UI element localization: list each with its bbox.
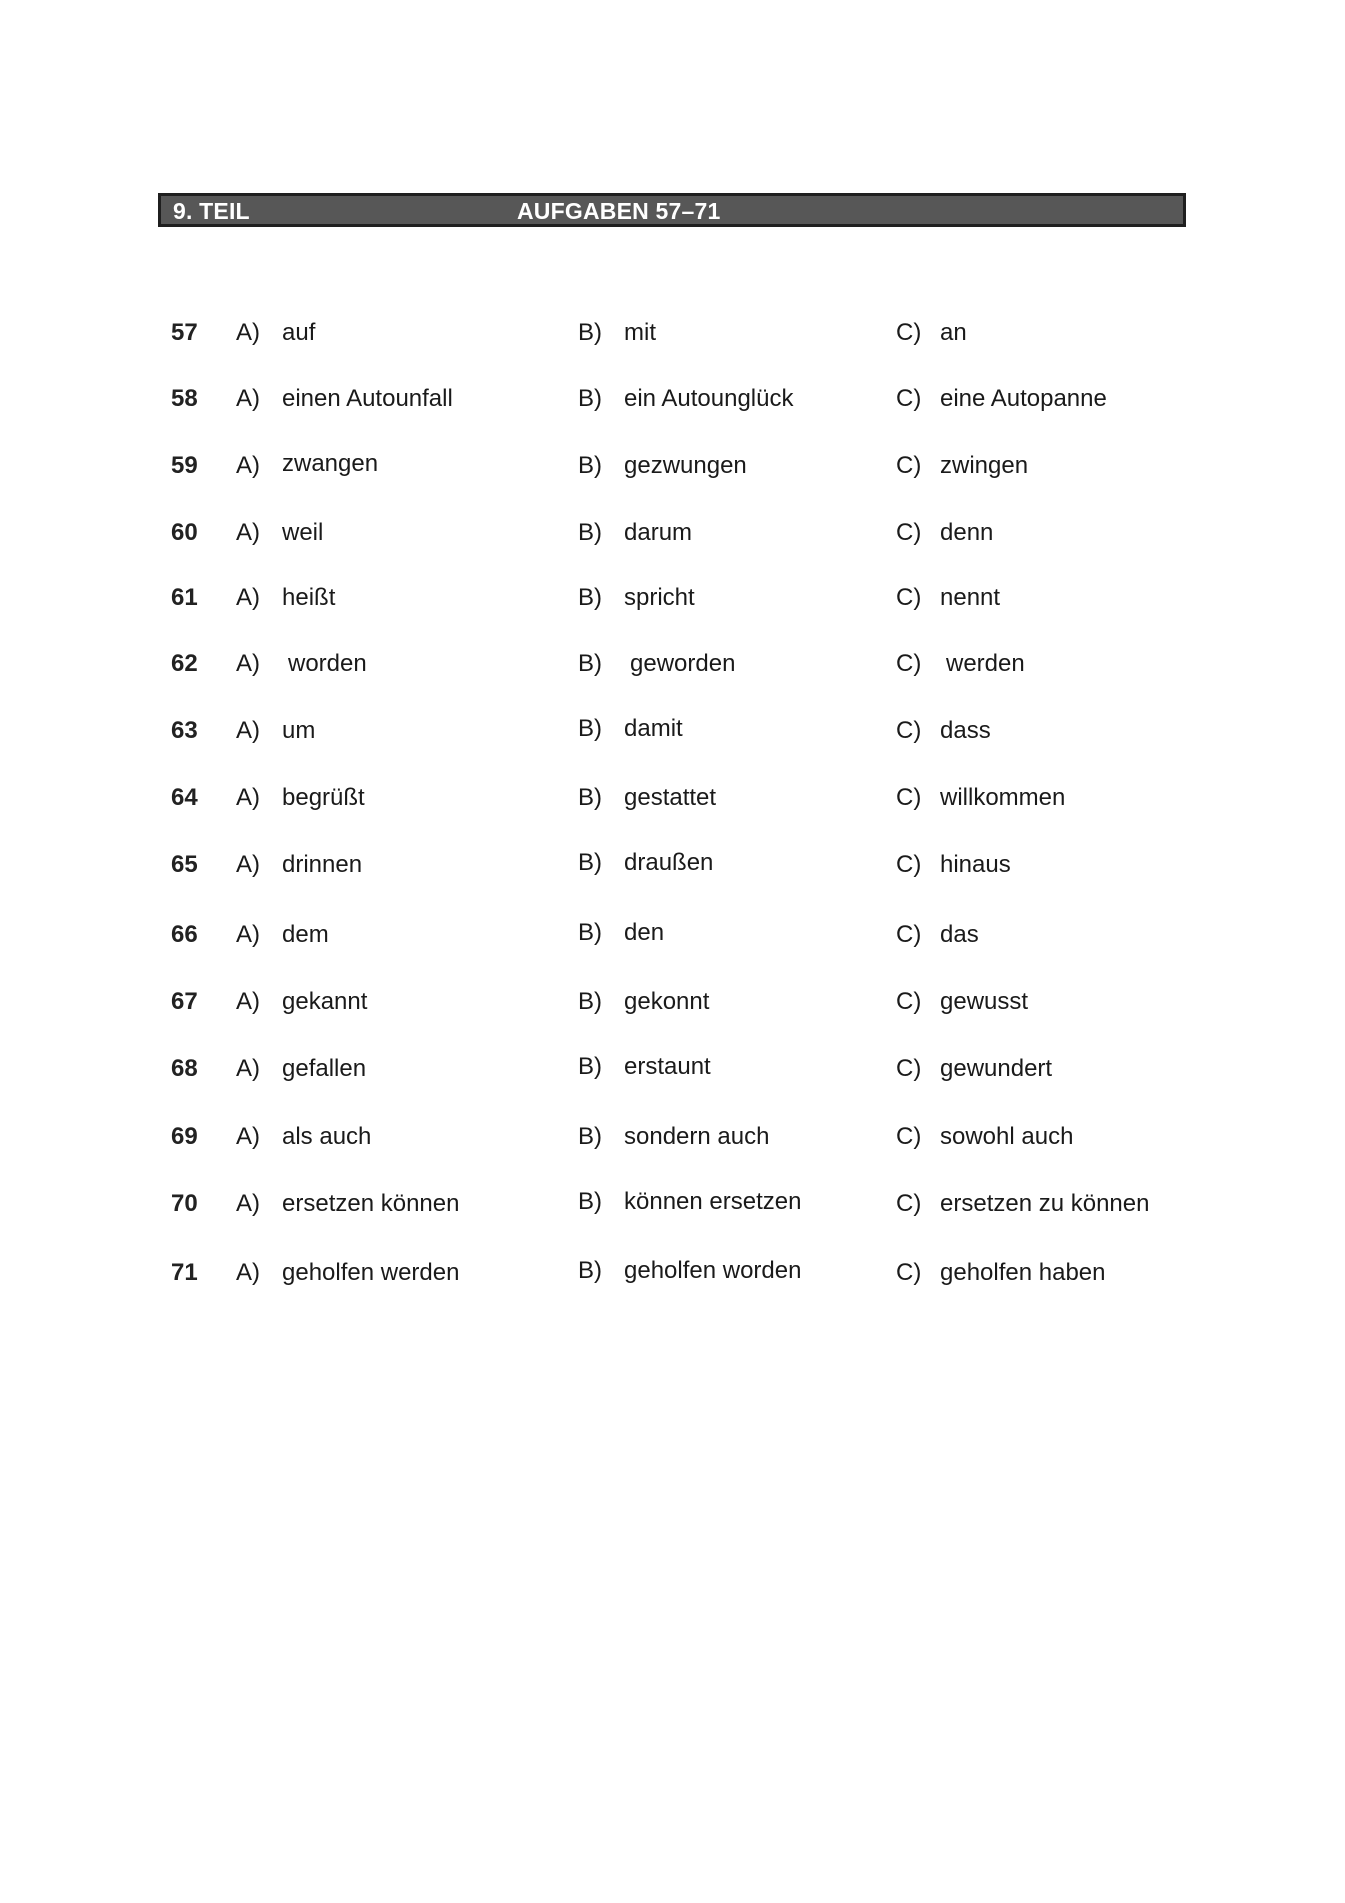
- option-a-letter: A): [236, 1123, 260, 1150]
- option-b-letter: B): [578, 584, 602, 611]
- option-a-letter: A): [236, 784, 260, 811]
- option-c-text: dass: [940, 717, 991, 744]
- option-b-letter: B): [578, 1188, 602, 1215]
- option-c-text: geholfen haben: [940, 1259, 1106, 1286]
- option-a-text: ersetzen können: [282, 1190, 460, 1217]
- question-row: [0, 1186, 1345, 1222]
- option-c-letter: C): [896, 717, 922, 744]
- option-b-text: spricht: [624, 584, 695, 611]
- question-number: 61: [171, 584, 198, 611]
- option-a-text: begrüßt: [282, 784, 365, 811]
- option-c-letter: C): [896, 1259, 922, 1286]
- option-b-text: mit: [624, 319, 656, 346]
- option-c-text: denn: [940, 519, 994, 546]
- option-c-text: nennt: [940, 584, 1001, 611]
- option-b-text: draußen: [624, 849, 714, 876]
- question-row: [0, 1119, 1345, 1155]
- option-b-letter: B): [578, 385, 602, 412]
- option-c-text: sowohl auch: [940, 1123, 1074, 1150]
- option-b-text: darum: [624, 519, 693, 546]
- section-part-label: 9. TEIL: [173, 198, 250, 224]
- option-c-text: zwingen: [940, 452, 1029, 479]
- option-b-letter: B): [578, 784, 602, 811]
- option-b-text: erstaunt: [624, 1053, 711, 1080]
- option-c-text: an: [940, 319, 967, 346]
- option-b-text: können ersetzen: [624, 1188, 802, 1215]
- option-c-text: werden: [946, 650, 1025, 677]
- option-b-letter: B): [578, 452, 602, 479]
- option-a-letter: A): [236, 921, 260, 948]
- question-number: 60: [171, 519, 198, 546]
- option-a-text: dem: [282, 921, 329, 948]
- option-b-text: damit: [624, 715, 683, 742]
- option-b-letter: B): [578, 919, 602, 946]
- section-range-label: AUFGABEN 57–71: [517, 198, 721, 224]
- option-c-letter: C): [896, 1190, 922, 1217]
- option-b-letter: B): [578, 650, 602, 677]
- question-row: [0, 580, 1345, 616]
- option-c-text: gewundert: [940, 1055, 1053, 1082]
- option-b-letter: B): [578, 1123, 602, 1150]
- option-c-text: eine Autopanne: [940, 385, 1107, 412]
- option-c-letter: C): [896, 1123, 922, 1150]
- option-b-letter: B): [578, 715, 602, 742]
- question-row: [0, 1051, 1345, 1087]
- option-b-text: ein Autounglück: [624, 385, 794, 412]
- option-c-text: ersetzen zu können: [940, 1190, 1150, 1217]
- option-c-letter: C): [896, 385, 922, 412]
- option-c-letter: C): [896, 784, 922, 811]
- option-a-letter: A): [236, 717, 260, 744]
- question-number: 70: [171, 1190, 198, 1217]
- option-a-letter: A): [236, 319, 260, 346]
- option-b-letter: B): [578, 519, 602, 546]
- option-c-letter: C): [896, 319, 922, 346]
- option-a-letter: A): [236, 1190, 260, 1217]
- option-a-text: auf: [282, 319, 316, 346]
- option-c-letter: C): [896, 452, 922, 479]
- question-number: 71: [171, 1259, 198, 1286]
- option-a-letter: A): [236, 519, 260, 546]
- option-a-text: zwangen: [282, 450, 379, 477]
- option-a-letter: A): [236, 452, 260, 479]
- option-c-letter: C): [896, 584, 922, 611]
- option-c-letter: C): [896, 650, 922, 677]
- option-a-letter: A): [236, 385, 260, 412]
- option-a-text: einen Autounfall: [282, 385, 453, 412]
- option-c-text: hinaus: [940, 851, 1011, 878]
- question-row: [0, 780, 1345, 816]
- option-a-letter: A): [236, 1055, 260, 1082]
- question-row: [0, 917, 1345, 953]
- question-row: [0, 847, 1345, 883]
- option-c-text: willkommen: [940, 784, 1066, 811]
- option-a-text: gefallen: [282, 1055, 367, 1082]
- question-number: 66: [171, 921, 198, 948]
- option-b-letter: B): [578, 849, 602, 876]
- option-b-text: geholfen worden: [624, 1257, 802, 1284]
- option-c-letter: C): [896, 1055, 922, 1082]
- question-number: 68: [171, 1055, 198, 1082]
- option-a-letter: A): [236, 584, 260, 611]
- question-row: [0, 315, 1345, 351]
- option-b-text: gestattet: [624, 784, 717, 811]
- option-a-text: weil: [282, 519, 324, 546]
- option-a-letter: A): [236, 1259, 260, 1286]
- question-number: 57: [171, 319, 198, 346]
- option-a-letter: A): [236, 988, 260, 1015]
- question-number: 69: [171, 1123, 198, 1150]
- question-row: [0, 448, 1345, 484]
- question-row: [0, 984, 1345, 1020]
- option-b-letter: B): [578, 319, 602, 346]
- option-c-text: gewusst: [940, 988, 1029, 1015]
- option-b-text: sondern auch: [624, 1123, 770, 1150]
- question-number: 65: [171, 851, 198, 878]
- option-c-letter: C): [896, 851, 922, 878]
- option-c-letter: C): [896, 988, 922, 1015]
- option-b-text: gekonnt: [624, 988, 710, 1015]
- option-a-text: um: [282, 717, 316, 744]
- option-a-text: als auch: [282, 1123, 372, 1150]
- option-a-text: drinnen: [282, 851, 363, 878]
- option-a-text: gekannt: [282, 988, 368, 1015]
- option-a-letter: A): [236, 851, 260, 878]
- option-a-text: worden: [288, 650, 367, 677]
- option-b-text: gezwungen: [624, 452, 747, 479]
- question-number: 67: [171, 988, 198, 1015]
- option-a-text: heißt: [282, 584, 336, 611]
- question-row: [0, 381, 1345, 417]
- option-b-letter: B): [578, 1257, 602, 1284]
- question-number: 59: [171, 452, 198, 479]
- question-number: 58: [171, 385, 198, 412]
- question-row: [0, 1255, 1345, 1291]
- option-c-letter: C): [896, 519, 922, 546]
- option-b-letter: B): [578, 988, 602, 1015]
- option-b-text: geworden: [630, 650, 736, 677]
- question-number: 63: [171, 717, 198, 744]
- question-row: [0, 713, 1345, 749]
- question-row: [0, 515, 1345, 551]
- option-b-letter: B): [578, 1053, 602, 1080]
- option-c-text: das: [940, 921, 979, 948]
- option-b-text: den: [624, 919, 665, 946]
- question-row: [0, 646, 1345, 682]
- option-a-letter: A): [236, 650, 260, 677]
- option-c-letter: C): [896, 921, 922, 948]
- option-a-text: geholfen werden: [282, 1259, 460, 1286]
- question-number: 62: [171, 650, 198, 677]
- question-number: 64: [171, 784, 198, 811]
